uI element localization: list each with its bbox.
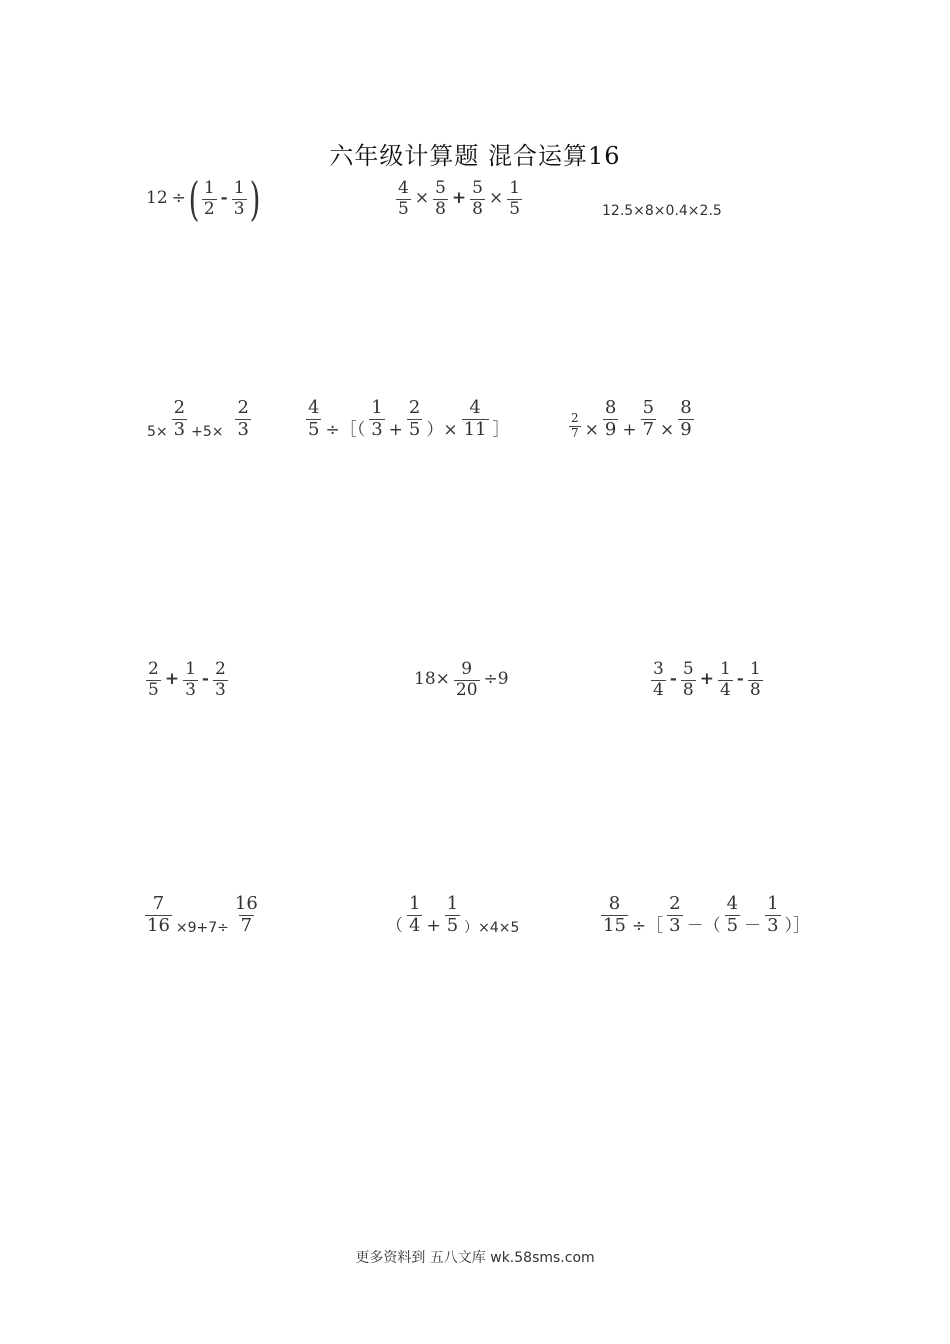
operator: -	[201, 669, 209, 690]
operator: -	[736, 669, 744, 690]
operator: +	[388, 419, 403, 440]
fraction: $\frac{2}{5}$	[408, 397, 421, 440]
operator: -	[220, 188, 228, 209]
term: 18×	[414, 669, 450, 690]
operator: ］	[492, 419, 510, 440]
fraction: $\frac{2}{3}$	[173, 397, 186, 440]
operator: －	[744, 915, 762, 936]
paren-left: (	[188, 172, 200, 226]
problem-7	[144, 660, 230, 700]
fraction: $\frac{4}{5}$	[726, 893, 739, 936]
fraction: $\frac{1}{3}$	[371, 397, 383, 440]
fraction: $\frac{2}{5}$	[148, 659, 159, 700]
operator: +	[164, 669, 180, 690]
operator: －（	[686, 915, 721, 936]
problem-3	[602, 203, 722, 219]
problem-2	[394, 179, 524, 219]
term: ÷9	[483, 669, 509, 690]
term: +5×	[191, 424, 224, 441]
fraction: $\frac{1}{2}$	[203, 177, 215, 219]
fraction: $\frac{1}{3}$	[233, 177, 245, 219]
fraction: $\frac{2}{3}$	[669, 893, 681, 936]
operator: ×	[414, 188, 430, 209]
fraction: $\frac{4}{5}$	[308, 397, 320, 440]
problem-11	[384, 894, 521, 936]
term: 5×	[147, 424, 168, 441]
fraction: $\frac{4}{5}$	[398, 178, 409, 219]
term: ）×4×5	[464, 920, 520, 937]
fraction: $\frac{9}{20}$	[455, 659, 478, 700]
operator: （	[386, 915, 403, 936]
problem-9	[649, 660, 765, 700]
fraction: $\frac{1}{3}$	[185, 659, 196, 700]
operator: +	[699, 669, 714, 690]
paren-right: )	[249, 172, 260, 226]
operator: ÷［	[631, 915, 664, 936]
problem-10	[143, 894, 262, 936]
operator: ）］	[784, 915, 811, 936]
fraction: $\frac{5}{8}$	[435, 178, 446, 219]
fraction: $\frac{8}{9}$	[680, 397, 692, 440]
problem-1	[144, 172, 261, 226]
fraction: $\frac{2}{3}$	[237, 397, 249, 440]
problem-8	[412, 660, 511, 700]
expression-text: 12.5×8×0.4×2.5	[602, 203, 722, 219]
page-title: 六年级计算题 混合运算16	[329, 142, 621, 170]
problem-6	[567, 398, 696, 440]
fraction: $\frac{8}{9}$	[604, 397, 617, 440]
operator: +	[622, 419, 637, 440]
operator: +	[451, 188, 467, 209]
problem-12	[599, 894, 812, 936]
fraction: $\frac{1}{4}$	[409, 893, 421, 936]
operator: ×	[488, 188, 504, 209]
fraction: $\frac{5}{8}$	[472, 178, 483, 219]
fraction: $\frac{1}{5}$	[509, 178, 521, 219]
fraction: $\frac{16}{7}$	[234, 893, 258, 936]
operator: -	[669, 669, 677, 690]
fraction: $\frac{2}{7}$	[571, 410, 579, 440]
operator: ÷	[171, 188, 186, 209]
fraction: $\frac{8}{15}$	[603, 893, 626, 936]
fraction: $\frac{1}{3}$	[767, 893, 779, 936]
footer-text: 更多资料到 五八文库 wk.58sms.com	[355, 1250, 595, 1266]
operator: ÷［（	[325, 419, 366, 440]
term: ×9+7÷	[175, 920, 229, 937]
fraction: $\frac{5}{8}$	[682, 659, 694, 700]
operator: ）×	[426, 419, 458, 440]
operator: +	[426, 915, 441, 936]
fraction: $\frac{2}{3}$	[214, 659, 226, 700]
fraction: $\frac{1}{5}$	[446, 893, 459, 936]
problem-5	[304, 398, 512, 440]
fraction: $\frac{3}{4}$	[653, 659, 664, 700]
term: 12	[146, 188, 168, 209]
fraction: $\frac{1}{8}$	[749, 659, 761, 700]
fraction: $\frac{7}{16}$	[147, 893, 170, 936]
fraction: $\frac{1}{4}$	[719, 659, 731, 700]
operator: ×	[584, 419, 599, 440]
operator: ×	[660, 419, 675, 440]
fraction: $\frac{4}{11}$	[463, 397, 487, 440]
fraction: $\frac{5}{7}$	[642, 397, 655, 440]
problem-4	[145, 398, 253, 440]
